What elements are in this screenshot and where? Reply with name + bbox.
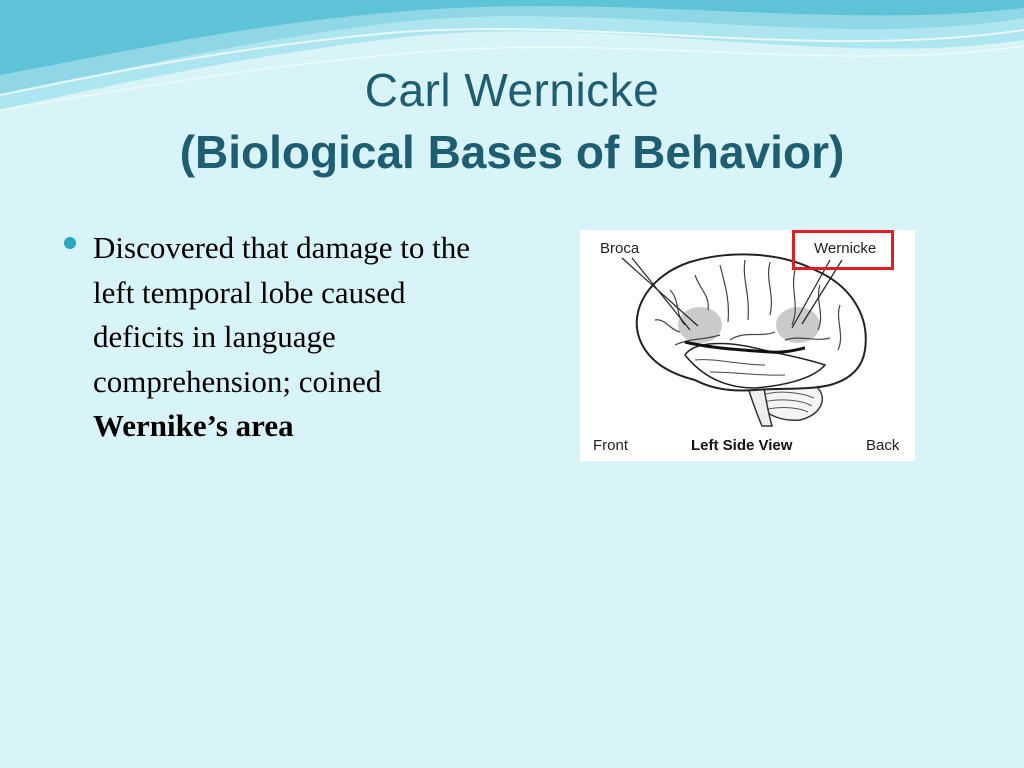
bullet-item	[93, 226, 504, 449]
label-broca: Broca	[600, 240, 640, 257]
label-wernicke: Wernicke	[814, 240, 877, 257]
bullet-icon	[64, 237, 76, 249]
label-left-side-view: Left Side View	[691, 437, 793, 454]
title-line-2: (Biological Bases of Behavior)	[179, 125, 845, 178]
slide-title	[0, 62, 1024, 181]
bullet-bold-term: Wernike’s area	[93, 408, 294, 443]
bullet-body-text: Discovered that damage to the left temporal lobe caused deficits in language comprehension; coined	[93, 230, 471, 399]
brain-figure	[580, 230, 915, 461]
title-line-1: Carl Wernicke	[364, 64, 660, 116]
bullet-list	[64, 226, 504, 449]
label-front: Front	[593, 437, 629, 454]
label-back: Back	[866, 437, 900, 454]
